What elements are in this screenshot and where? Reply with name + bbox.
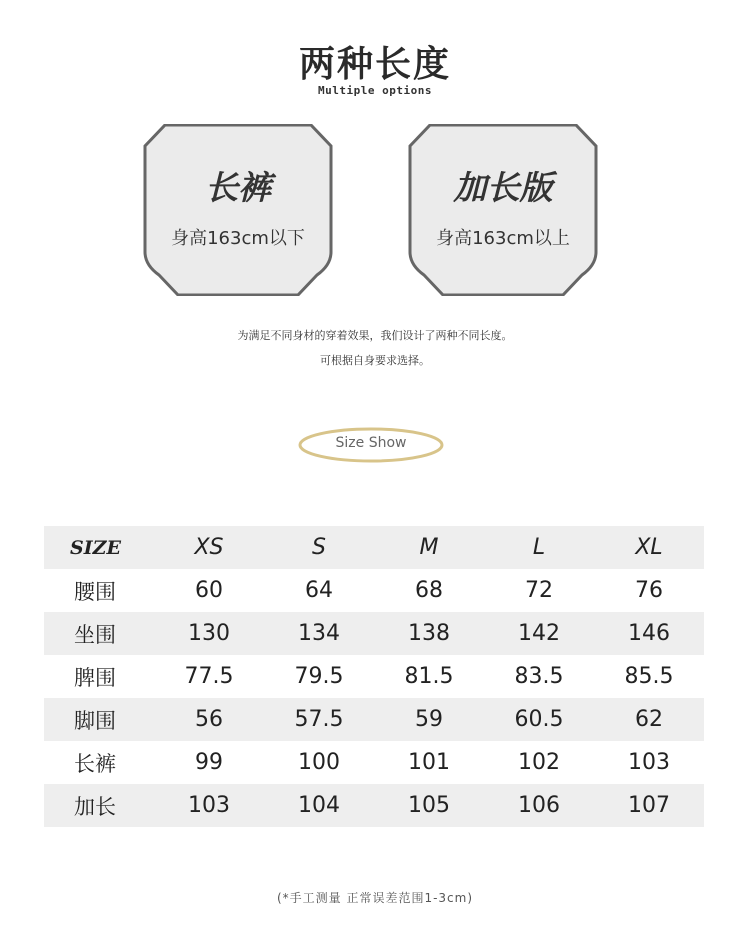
table-cell: 134 xyxy=(264,612,374,655)
table-cell: 138 xyxy=(374,612,484,655)
table-cell: 76 xyxy=(635,578,663,603)
table-cell: 79.5 xyxy=(294,664,344,689)
table-cell: 106 xyxy=(484,784,594,827)
card-frame-shape xyxy=(408,124,598,296)
size-chart-table xyxy=(44,526,704,827)
table-cell: 102 xyxy=(518,750,560,775)
table-cell: 60 xyxy=(195,578,223,603)
option-card-regular xyxy=(143,124,333,296)
table-row xyxy=(44,612,704,655)
size-column-header: XL xyxy=(594,526,704,569)
table-cell: 103 xyxy=(628,750,670,775)
table-row xyxy=(44,784,704,827)
table-cell: 130 xyxy=(154,612,264,655)
size-column-header: S xyxy=(264,526,374,569)
table-cell: 107 xyxy=(594,784,704,827)
measurement-label: 腰围 xyxy=(74,579,116,604)
table-header-row xyxy=(44,526,704,569)
table-cell: 62 xyxy=(594,698,704,741)
table-cell: 99 xyxy=(195,750,223,775)
size-column-header: M xyxy=(374,526,484,569)
table-cell: 146 xyxy=(594,612,704,655)
measurement-label: 脚围 xyxy=(44,698,154,741)
measurement-label: 脾围 xyxy=(74,665,116,690)
table-cell: 101 xyxy=(408,750,450,775)
table-row xyxy=(44,698,704,741)
page-subtitle: Multiple options xyxy=(318,84,432,97)
table-row xyxy=(44,569,704,612)
table-cell: 83.5 xyxy=(514,664,564,689)
option-description: 身高163cm以下 xyxy=(171,228,305,249)
size-header-label: SIZE xyxy=(44,526,154,569)
table-cell: 57.5 xyxy=(264,698,374,741)
measurement-label: 加长 xyxy=(44,784,154,827)
table-cell: 64 xyxy=(305,578,333,603)
size-column-header: L xyxy=(484,526,594,569)
table-cell: 72 xyxy=(525,578,553,603)
table-cell: 81.5 xyxy=(404,664,454,689)
size-column-header: XS xyxy=(154,526,264,569)
table-cell: 105 xyxy=(374,784,484,827)
table-cell: 59 xyxy=(374,698,484,741)
measurement-label: 坐围 xyxy=(44,612,154,655)
table-cell: 77.5 xyxy=(184,664,234,689)
page-title: 两种长度 xyxy=(298,44,451,85)
table-cell: 142 xyxy=(484,612,594,655)
table-cell: 60.5 xyxy=(484,698,594,741)
table-cell: 85.5 xyxy=(624,664,674,689)
option-name: 长裤 xyxy=(205,168,271,207)
description-line: 为满足不同身材的穿着效果，我们设计了两种不同长度。 xyxy=(237,329,513,342)
table-cell: 104 xyxy=(264,784,374,827)
table-cell: 68 xyxy=(415,578,443,603)
card-frame-shape xyxy=(143,124,333,296)
description-line: 可根据自身要求选择。 xyxy=(320,354,430,367)
measurement-footnote: (*手工测量 正常误差范围1-3cm) xyxy=(276,891,474,905)
table-cell: 103 xyxy=(154,784,264,827)
option-description: 身高163cm以上 xyxy=(436,228,570,249)
size-show-badge xyxy=(297,426,445,464)
table-row xyxy=(44,655,704,698)
table-cell: 100 xyxy=(298,750,340,775)
table-row xyxy=(44,741,704,784)
measurement-label: 长裤 xyxy=(74,751,116,776)
table-cell: 56 xyxy=(154,698,264,741)
option-name: 加长版 xyxy=(453,168,553,207)
option-card-long xyxy=(408,124,598,296)
size-show-label: Size Show xyxy=(335,435,407,451)
